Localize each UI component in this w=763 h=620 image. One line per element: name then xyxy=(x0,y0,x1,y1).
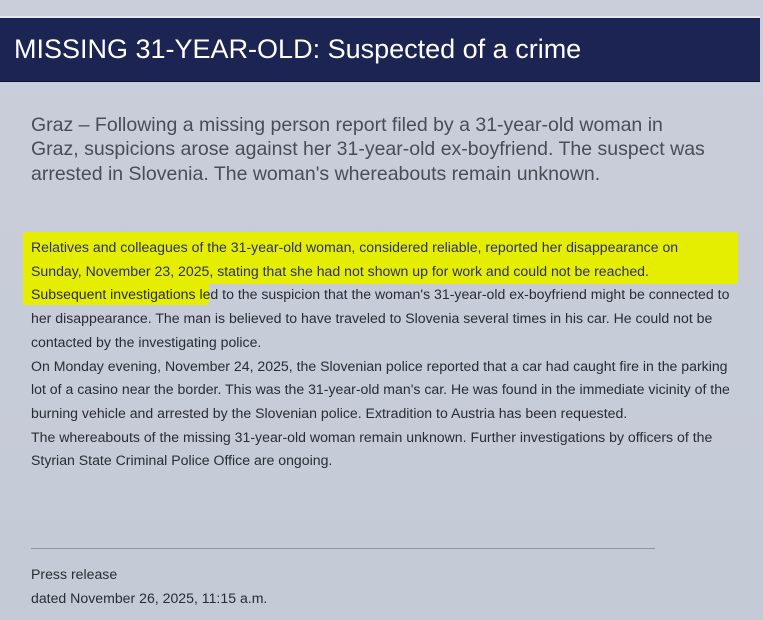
body-paragraph: On Monday evening, November 24, 2025, the Slovenian police reported that a car had caught fire in the parking lot of a casino near the border. This was the 31-year-old man's car. He was found in the immediate vicinity of the burning vehicle and arrested by the Slovenian police. Extradition to Austria has been requested. xyxy=(31,357,730,421)
article-body xyxy=(31,236,731,473)
body-paragraph: The whereabouts of the missing 31-year-old woman remain unknown. Further investigations by officers of the Styrian State Criminal Police Office are ongoing. xyxy=(31,428,713,469)
body-paragraph: Subsequent investigations led to the suspicion that the woman's 31-year-old ex-boyfriend might be connected to her disappearance. The man is believed to have traveled to Slovenia several times in his car. He could not be contacted by the investigating police. xyxy=(31,286,730,350)
divider xyxy=(31,548,655,549)
title-bar xyxy=(0,16,760,82)
page-title: MISSING 31-YEAR-OLD: Suspected of a crime xyxy=(14,34,582,64)
lead-paragraph: Graz – Following a missing person report filed by a 31-year-old woman in Graz, suspicions arose against her 31-year-old ex-boyfriend. The suspect was arrested in Slovenia. The woman's whereabouts remain unknown. xyxy=(31,114,705,185)
highlighted-paragraph: Relatives and colleagues of the 31-year-old woman, considered reliable, reported her disappearance on Sunday, November 23, 2025, stating that she had not shown up for work and could not be reached. xyxy=(31,239,679,279)
press-release-footer xyxy=(31,563,267,610)
press-release-label: Press release xyxy=(31,566,118,582)
press-release-date: dated November 26, 2025, 11:15 a.m. xyxy=(31,589,268,606)
